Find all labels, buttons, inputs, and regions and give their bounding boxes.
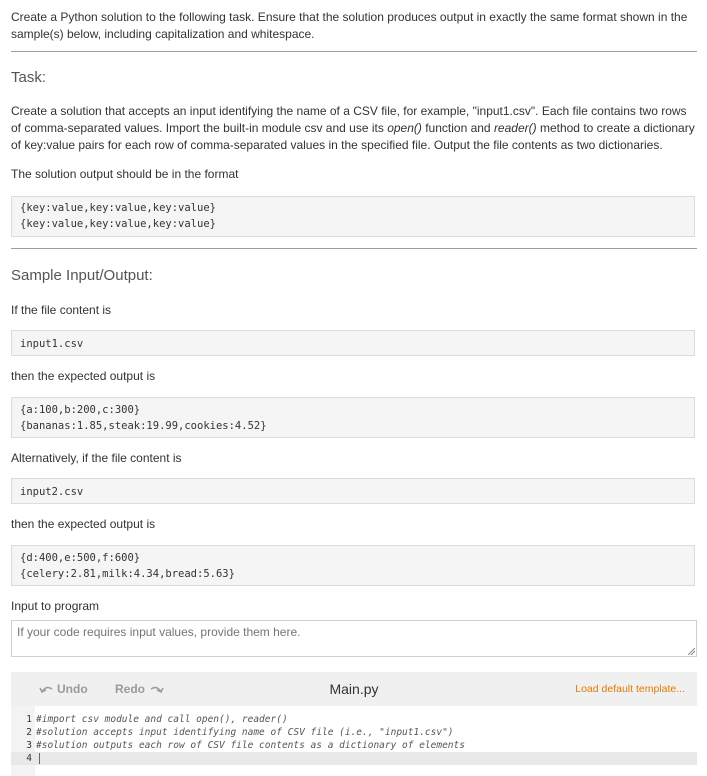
sample-2-output-line: {d:400,e:500,f:600}	[20, 552, 141, 564]
sample-2-intro: Alternatively, if the file content is	[11, 451, 182, 465]
divider	[11, 248, 697, 249]
sample-heading: Sample Input/Output:	[11, 267, 153, 284]
sample-2-file	[11, 478, 695, 504]
line-number: 1	[26, 714, 32, 725]
task-heading: Task:	[11, 69, 47, 86]
load-default-template-link[interactable]: Load default template...	[575, 683, 685, 695]
line-number: 4	[26, 753, 32, 764]
redo-icon	[149, 684, 164, 694]
resize-grip-icon[interactable]	[688, 648, 695, 655]
format-label: The solution output should be in the format	[11, 167, 239, 181]
task-desc-reader: reader()	[493, 121, 537, 135]
line-number: 3	[26, 740, 32, 751]
undo-label: Undo	[57, 682, 88, 696]
divider	[11, 51, 697, 52]
code-line[interactable]	[11, 726, 697, 739]
sample-1-expected-label: then the expected output is	[11, 369, 156, 383]
sample-1-file	[11, 330, 695, 356]
sample-2-expected-label: then the expected output is	[11, 517, 156, 531]
sample-1-output	[11, 397, 695, 438]
format-code-block	[11, 196, 695, 237]
sample-2-output	[11, 545, 695, 586]
editor-filename: Main.py	[329, 681, 379, 697]
task-desc-part-3: method to create a dictionary of key:value pairs for each row of comma-separated values in the specified file. Output the file contents as two dictionaries.	[11, 121, 695, 152]
redo-label: Redo	[115, 682, 145, 696]
code-editor-panel	[11, 672, 697, 776]
intro-text: Create a Python solution to the following task. Ensure that the solution produces output in exactly the same format shown in the sample(s) below, including capitalization and whitespace.	[11, 10, 688, 41]
sample-1-filename: input1.csv	[20, 338, 84, 350]
code-line-active[interactable]	[11, 752, 697, 765]
task-desc-part-2: function and	[421, 121, 494, 135]
line-number: 2	[26, 727, 32, 738]
program-input-field[interactable]	[11, 620, 697, 657]
sample-1-intro: If the file content is	[11, 303, 112, 317]
undo-button[interactable]	[39, 682, 88, 696]
sample-1-output-line: {a:100,b:200,c:300}	[20, 404, 141, 416]
sample-2-filename: input2.csv	[20, 486, 84, 498]
text-cursor	[39, 753, 40, 764]
format-line: {key:value,key:value,key:value}	[20, 202, 216, 214]
editor-toolbar	[11, 672, 697, 706]
code-text: #solution accepts input identifying name of CSV file (i.e., "input1.csv")	[36, 727, 454, 738]
program-input-label: Input to program	[11, 599, 100, 613]
redo-button[interactable]	[115, 682, 164, 696]
task-desc-part-1: Create a solution that accepts an input identifying the name of a CSV file, for example, "input1.csv". Each file contains two rows of comma-separated values. Import the built-in module csv and use its	[11, 104, 687, 135]
task-desc-open: open()	[387, 121, 422, 135]
code-line[interactable]	[11, 739, 697, 752]
code-text: #import csv module and call open(), reader()	[36, 714, 288, 725]
code-editor[interactable]	[11, 706, 697, 776]
code-text: #solution outputs each row of CSV file contents as a dictionary of elements	[36, 740, 465, 751]
format-line: {key:value,key:value,key:value}	[20, 218, 216, 230]
task-description	[11, 103, 697, 154]
sample-2-output-line: {celery:2.81,milk:4.34,bread:5.63}	[20, 568, 235, 580]
sample-1-output-line: {bananas:1.85,steak:19.99,cookies:4.52}	[20, 420, 267, 432]
code-line[interactable]	[11, 713, 697, 726]
undo-icon	[39, 684, 54, 694]
